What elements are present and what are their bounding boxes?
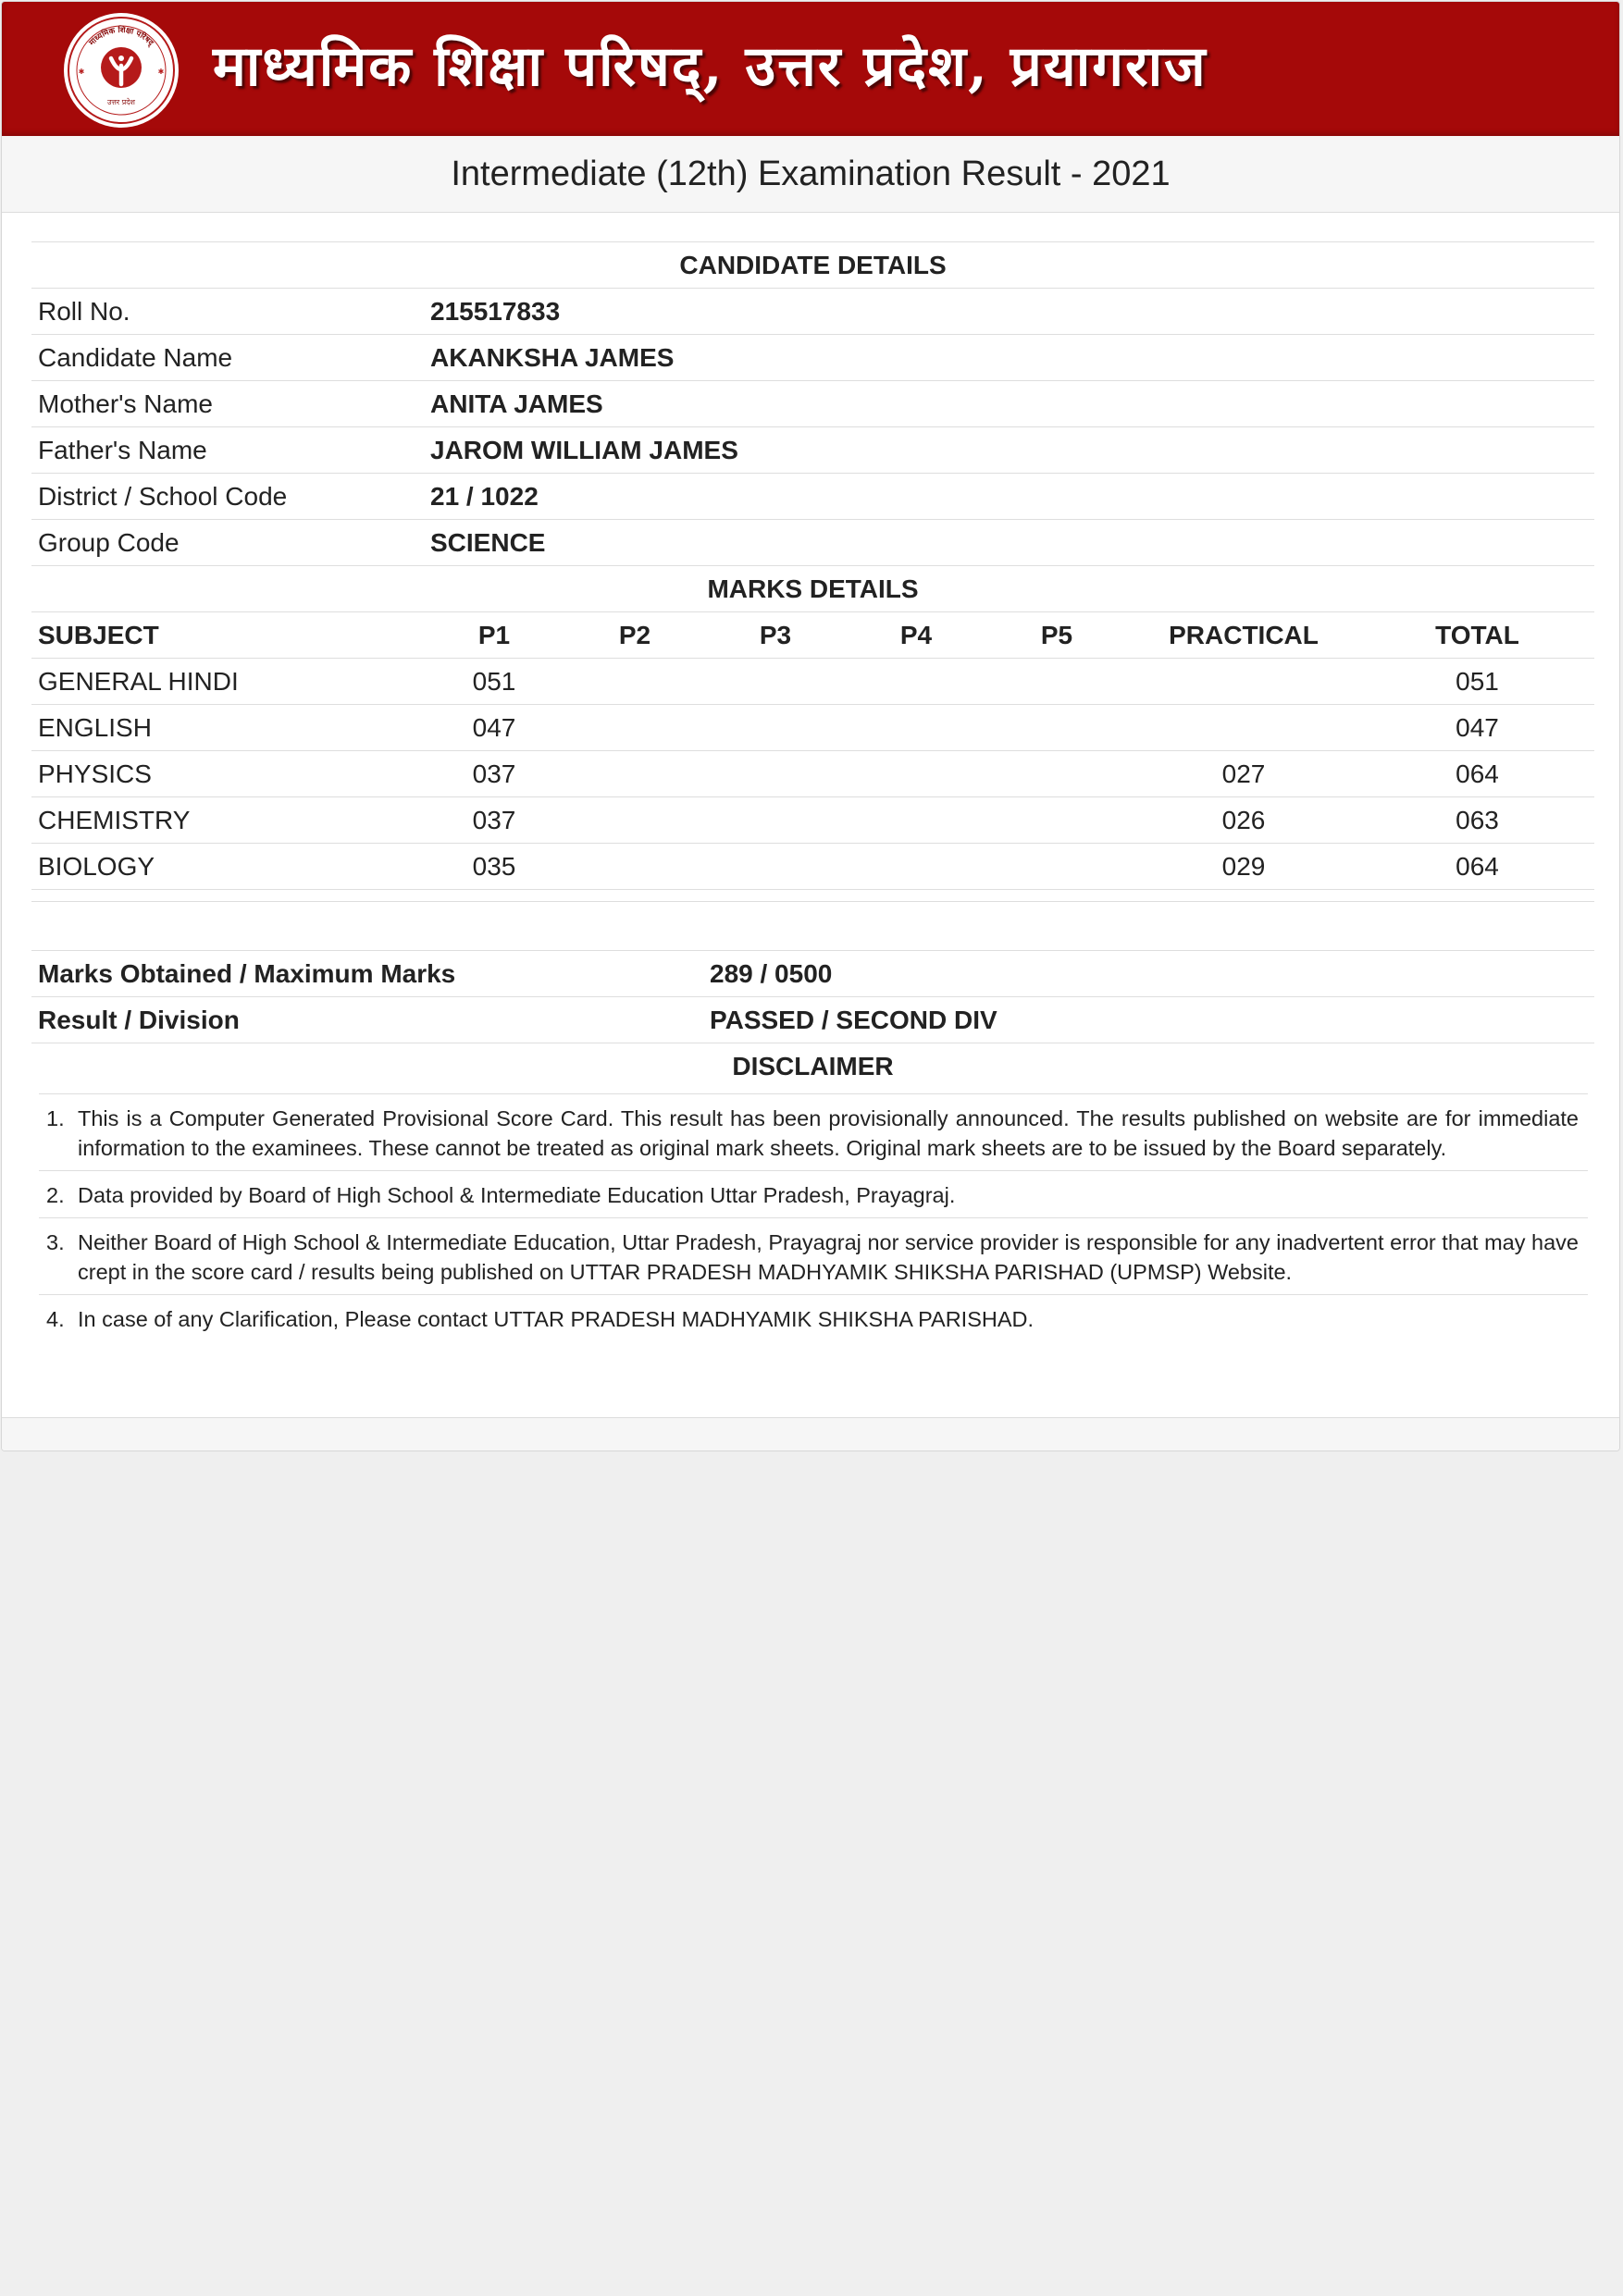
total-cell: 051 [1360, 659, 1594, 705]
item-text: Neither Board of High School & Intermediate Education, Uttar Pradesh, Prayagraj nor service provider is responsible for any inadvertent error that may have crept in the score card / results being published on UTTAR PRADESH MADHYAMIK SHIKSHA PARISHAD (UPMSP) Website. [78, 1230, 1579, 1284]
p4-cell [846, 751, 986, 797]
section-title: CANDIDATE DETAILS [31, 242, 1594, 289]
mother-name-value: ANITA JAMES [424, 381, 1594, 427]
subject-cell: ENGLISH [31, 705, 424, 751]
exam-title: Intermediate (12th) Examination Result - 2021 [2, 136, 1619, 213]
p1-cell: 051 [424, 659, 564, 705]
card-footer [2, 1417, 1619, 1451]
table-row [31, 659, 1594, 705]
father-name-value: JAROM WILLIAM JAMES [424, 427, 1594, 474]
item-number: 3. [46, 1230, 65, 1254]
p2-cell [564, 844, 705, 890]
item-text: This is a Computer Generated Provisional Score Card. This result has been provisionally announced. The results published on website are for immediate information to the examinees. These cannot be treated as original mark sheets. Original mark sheets are to be issued by the Board separately. [78, 1106, 1579, 1160]
district-school-code-value: 21 / 1022 [424, 474, 1594, 520]
marks-header-row [31, 612, 1594, 659]
board-title: माध्यमिक शिक्षा परिषद्, उत्तर प्रदेश, प्रयागराज [213, 34, 1208, 99]
group-code-label: Group Code [31, 520, 424, 566]
p4-cell [846, 659, 986, 705]
table-row [31, 751, 1594, 797]
total-cell: 063 [1360, 797, 1594, 844]
list-item [39, 1218, 1588, 1295]
column-header: P3 [705, 612, 846, 659]
p1-cell: 035 [424, 844, 564, 890]
column-header: P1 [424, 612, 564, 659]
mother-name-label: Mother's Name [31, 381, 424, 427]
candidate-field-row [31, 427, 1594, 474]
roll-no-label: Roll No. [31, 289, 424, 335]
column-header: P5 [986, 612, 1127, 659]
practical-cell: 026 [1127, 797, 1360, 844]
marks-obtained-label: Marks Obtained / Maximum Marks [31, 951, 703, 997]
marks-obtained-value: 289 / 0500 [703, 951, 1594, 997]
p4-cell [846, 797, 986, 844]
section-title: DISCLAIMER [31, 1043, 1594, 1090]
candidate-name-value: AKANKSHA JAMES [424, 335, 1594, 381]
p5-cell [986, 705, 1127, 751]
logo-bottom-text: उत्तर प्रदेश [107, 98, 135, 106]
roll-no-value: 215517833 [424, 289, 1594, 335]
result-details-table [31, 241, 1594, 902]
p3-cell [705, 705, 846, 751]
p3-cell [705, 659, 846, 705]
item-number: 2. [46, 1183, 65, 1207]
result-card [1, 1, 1620, 1451]
column-header: PRACTICAL [1127, 612, 1360, 659]
column-header: P2 [564, 612, 705, 659]
p5-cell [986, 844, 1127, 890]
header-banner [2, 2, 1619, 136]
result-division-label: Result / Division [31, 997, 703, 1043]
p2-cell [564, 751, 705, 797]
column-header: TOTAL [1360, 612, 1594, 659]
p2-cell [564, 659, 705, 705]
total-cell: 064 [1360, 751, 1594, 797]
practical-cell [1127, 659, 1360, 705]
subject-cell: CHEMISTRY [31, 797, 424, 844]
marks-details-heading [31, 566, 1594, 612]
subject-cell: BIOLOGY [31, 844, 424, 890]
practical-cell [1127, 705, 1360, 751]
table-row [31, 705, 1594, 751]
logo-arc-text: माध्यमिक शिक्षा परिषद् [87, 25, 155, 48]
candidate-field-row [31, 474, 1594, 520]
table-row [31, 797, 1594, 844]
list-item [39, 1171, 1588, 1218]
item-number: 1. [46, 1106, 65, 1130]
p3-cell [705, 844, 846, 890]
item-text: In case of any Clarification, Please contact UTTAR PRADESH MADHYAMIK SHIKSHA PARISHAD. [78, 1307, 1035, 1331]
p3-cell [705, 751, 846, 797]
p1-cell: 037 [424, 797, 564, 844]
p2-cell [564, 705, 705, 751]
list-item [39, 1094, 1588, 1171]
total-cell: 064 [1360, 844, 1594, 890]
p3-cell [705, 797, 846, 844]
section-title: MARKS DETAILS [31, 566, 1594, 612]
result-row [31, 997, 1594, 1043]
table-row [31, 844, 1594, 890]
p1-cell: 037 [424, 751, 564, 797]
candidate-field-row [31, 289, 1594, 335]
total-cell: 047 [1360, 705, 1594, 751]
p1-cell: 047 [424, 705, 564, 751]
candidate-field-row [31, 335, 1594, 381]
column-header: SUBJECT [31, 612, 424, 659]
practical-cell: 027 [1127, 751, 1360, 797]
item-number: 4. [46, 1307, 65, 1331]
candidate-field-row [31, 381, 1594, 427]
disclaimer-list [39, 1093, 1588, 1341]
list-item [39, 1295, 1588, 1341]
p4-cell [846, 844, 986, 890]
p5-cell [986, 797, 1127, 844]
column-header: P4 [846, 612, 986, 659]
father-name-label: Father's Name [31, 427, 424, 474]
p4-cell [846, 705, 986, 751]
p5-cell [986, 751, 1127, 797]
marks-total-row [31, 951, 1594, 997]
candidate-field-row [31, 520, 1594, 566]
candidate-details-heading [31, 242, 1594, 289]
disclaimer-heading [31, 1043, 1594, 1090]
group-code-value: SCIENCE [424, 520, 1594, 566]
p2-cell [564, 797, 705, 844]
p5-cell [986, 659, 1127, 705]
result-summary-table [31, 950, 1594, 1089]
table-divider [31, 890, 1594, 902]
subject-cell: PHYSICS [31, 751, 424, 797]
candidate-name-label: Candidate Name [31, 335, 424, 381]
svg-text:✱: ✱ [157, 68, 165, 76]
practical-cell: 029 [1127, 844, 1360, 890]
item-text: Data provided by Board of High School & Intermediate Education Uttar Pradesh, Prayagraj. [78, 1183, 956, 1207]
svg-text:✱: ✱ [78, 68, 85, 76]
district-school-code-label: District / School Code [31, 474, 424, 520]
subject-cell: GENERAL HINDI [31, 659, 424, 705]
result-division-value: PASSED / SECOND DIV [703, 997, 1594, 1043]
board-seal-icon [63, 12, 180, 129]
